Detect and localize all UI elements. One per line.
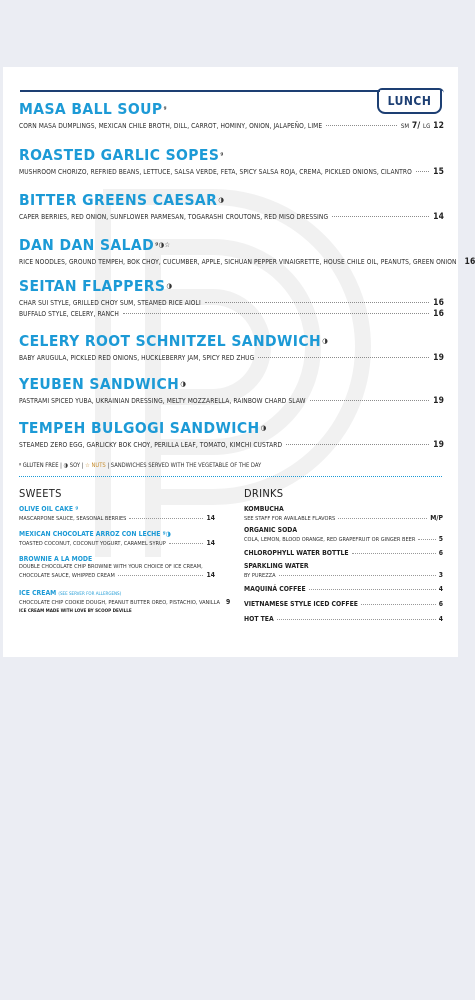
- drinks-item-price: 6: [438, 600, 443, 608]
- sweets-item-title: [19, 530, 215, 538]
- item-description: CAPER BERRIES, RED ONION, SUNFLOWER PARMESAN, TOGARASHI CROUTONS, RED MISO DRESSING: [19, 213, 329, 221]
- drinks-item-title: MAQUINÁ COFFEE: [244, 585, 306, 593]
- item-title-text: BITTER GREENS CAESAR: [19, 191, 218, 209]
- item-price: 16: [433, 309, 444, 319]
- drinks-item-row: [244, 600, 443, 608]
- item-desc-row: [19, 298, 444, 308]
- drinks-heading: DRINKS: [244, 487, 284, 500]
- header-rule: [20, 90, 380, 92]
- item-title-text: TEMPEH BULGOGI SANDWICH: [19, 419, 260, 437]
- legend-nuts: ☆ NUTS: [85, 463, 106, 469]
- drinks-item-title: VIETNAMESE STYLE ICED COFFEE: [244, 600, 358, 608]
- sweets-item-desc: TOASTED COCONUT, COCONUT YOGURT, CARAMEL SYRUP: [19, 541, 166, 547]
- dietary-icons: ᵍ◑☆: [155, 241, 171, 249]
- price-large: 12: [433, 121, 444, 131]
- size-label: LG: [423, 123, 431, 130]
- leader-dots: [326, 125, 397, 126]
- drinks-item-row: [244, 571, 443, 579]
- sweets-item-desc: CHOCOLATE CHIP COOKIE DOUGH, PEANUT BUTTER OREO, PISTACHIO, VANILLA: [19, 600, 220, 606]
- item-price: 15: [433, 167, 444, 177]
- menu-item: [19, 277, 444, 319]
- item-title-text: SEITAN FLAPPERS: [19, 277, 166, 295]
- soy-icon: ◑: [180, 380, 187, 388]
- sweets-item: [19, 505, 215, 522]
- item-description: STEAMED ZERO EGG, GARLICKY BOK CHOY, PERILLA LEAF, TOMATO, KIMCHI CUSTARD: [19, 441, 283, 449]
- leader-dots: [332, 216, 429, 217]
- drinks-item-row: [244, 535, 443, 543]
- item-description: CORN MASA DUMPLINGS, MEXICAN CHILE BROTH, DILL, CARROT, HOMINY, ONION, JALAPEÑO, LIME: [19, 122, 323, 130]
- drinks-item-row: [244, 615, 443, 623]
- leader-dots: [352, 553, 436, 554]
- gluten-free-icon: ᵍ: [75, 505, 79, 513]
- gluten-free-icon: ᵍ: [220, 151, 224, 159]
- sweets-item-title: [19, 505, 215, 513]
- sweets-item-title-text: ICE CREAM: [19, 589, 57, 597]
- item-title: [19, 146, 444, 164]
- leader-dots: [416, 171, 429, 172]
- drinks-item: [244, 562, 443, 579]
- sweets-item-row: [19, 598, 231, 606]
- drinks-item-price: 6: [438, 549, 443, 557]
- legend-soy: ◑ SOY: [63, 463, 81, 469]
- item-price: 16: [464, 257, 475, 267]
- item-title: [19, 191, 444, 209]
- drinks-item-desc: BY PUREZZA: [244, 573, 276, 579]
- leader-dots: [258, 357, 429, 358]
- leader-dots: [169, 543, 204, 544]
- sweets-item-price: 14: [206, 514, 215, 522]
- item-price: 16: [433, 298, 444, 308]
- item-price: 19: [433, 440, 444, 450]
- sweets-item-row: [19, 539, 215, 547]
- drinks-item: [244, 599, 443, 608]
- drinks-item-desc: SEE STAFF FOR AVAILABLE FLAVORS: [244, 516, 336, 522]
- item-desc-row: [19, 212, 444, 222]
- leader-dots: [277, 619, 436, 620]
- sweets-item-title: [19, 589, 215, 597]
- item-description: BUFFALO STYLE, CELERY, RANCH: [19, 310, 119, 318]
- item-title-text: CELERY ROOT SCHNITZEL SANDWICH: [19, 332, 322, 350]
- leader-dots: [309, 589, 436, 590]
- item-desc-row: [19, 121, 444, 131]
- item-description: CHAR SUI STYLE, GRILLED CHOY SUM, STEAMED RICE AIOLI: [19, 299, 201, 307]
- dietary-legend: ᵍ GLUTEN FREE | ◑ SOY | ☆ NUTS | SANDWICHES SERVED WITH THE VEGETABLE OF THE DAY: [19, 463, 262, 469]
- leader-dots: [361, 604, 436, 605]
- sweets-item-row: [19, 514, 215, 522]
- sweets-item: [19, 530, 215, 547]
- sweets-item-desc: MASCARPONE SAUCE, SEASONAL BERRIES: [19, 516, 127, 522]
- soy-icon: ◑: [218, 196, 225, 204]
- drinks-item-price: M/P: [430, 514, 443, 522]
- drinks-item: [244, 526, 443, 543]
- leader-dots: [205, 302, 429, 303]
- item-price: 19: [433, 396, 444, 406]
- drinks-item-title: SPARKLING WATER: [244, 562, 309, 570]
- section-divider: [19, 476, 442, 477]
- dietary-icons: ᵍ◑: [162, 530, 171, 538]
- item-desc-row: [19, 309, 444, 319]
- item-price: 14: [433, 212, 444, 222]
- soy-icon: ◑: [260, 424, 267, 432]
- drinks-item-price: 4: [438, 615, 443, 623]
- drinks-item-row: [244, 514, 443, 522]
- drinks-item-price: 3: [438, 571, 443, 579]
- sweets-item-desc: CHOCOLATE SAUCE, WHIPPED CREAM: [19, 573, 115, 579]
- drinks-item-title: CHLOROPHYLL WATER BOTTLE: [244, 549, 349, 557]
- sweets-item-desc: DOUBLE CHOCOLATE CHIP BROWNIE WITH YOUR CHOICE OF ICE CREAM,: [19, 564, 203, 570]
- menu-item: [19, 419, 444, 450]
- menu-item: [19, 332, 444, 363]
- item-price: 19: [433, 353, 444, 363]
- item-title: [19, 419, 444, 437]
- sweets-item-title: BROWNIE A LA MODE: [19, 555, 93, 563]
- gluten-free-icon: ᵍ: [163, 105, 167, 113]
- item-desc-row: [19, 167, 444, 177]
- item-title: [19, 236, 444, 254]
- leader-dots: [418, 539, 435, 540]
- leader-dots: [279, 575, 436, 576]
- drinks-item-desc: COLA, LEMON, BLOOD ORANGE, RED GRAPEFRUIT OR GINGER BEER: [244, 537, 416, 543]
- price-small: 7: [411, 121, 418, 131]
- item-desc-row: [19, 353, 444, 363]
- drinks-item-title: HOT TEA: [244, 615, 274, 623]
- item-desc-row: [19, 440, 444, 450]
- sweets-item-title-text: OLIVE OIL CAKE: [19, 505, 74, 513]
- sweets-item-price: 14: [206, 571, 215, 579]
- drinks-item-price: 4: [438, 585, 443, 593]
- drinks-item-title: ORGANIC SODA: [244, 526, 298, 534]
- sweets-item: [19, 589, 231, 606]
- menu-item: [19, 375, 444, 406]
- drinks-item: [244, 505, 443, 522]
- leader-dots: [123, 313, 429, 314]
- lunch-tag: LUNCH: [377, 90, 442, 114]
- allergen-note: (SEE SERVER FOR ALLERGENS): [58, 592, 122, 597]
- sweets-item-row: [19, 571, 215, 579]
- menu-sheet: [3, 67, 475, 657]
- item-title-text: DAN DAN SALAD: [19, 236, 155, 254]
- item-title-text: ROASTED GARLIC SOPES: [19, 146, 220, 164]
- leader-dots: [338, 518, 427, 519]
- soy-icon: ◑: [166, 282, 173, 290]
- item-title: [19, 277, 444, 295]
- item-description: PASTRAMI SPICED YUBA, UKRAINIAN DRESSING, MELTY MOZZARELLA, RAINBOW CHARD SLAW: [19, 397, 306, 405]
- drinks-item: [244, 614, 443, 623]
- leader-dots: [118, 575, 204, 576]
- item-title: [19, 332, 444, 350]
- item-description: BABY ARUGULA, PICKLED RED ONIONS, HUCKLEBERRY JAM, SPICY RED ZHUG: [19, 354, 255, 362]
- drinks-item-row: [244, 549, 443, 557]
- menu-item: [19, 146, 444, 177]
- item-description: RICE NOODLES, GROUND TEMPEH, BOK CHOY, CUCUMBER, APPLE, SICHUAN PEPPER VINAIGRETTE, HOUSE CHILE OIL, PEANUTS, GREEN ONION: [19, 258, 457, 266]
- ice-cream-footnote: ICE CREAM MADE WITH LOVE BY SCOOP DEVILLE: [19, 609, 132, 614]
- item-title-text: MASA BALL SOUP: [19, 100, 163, 118]
- size-label: SM: [400, 123, 410, 130]
- leader-dots: [286, 444, 429, 445]
- leader-dots: [129, 518, 203, 519]
- sweets-heading: SWEETS: [19, 487, 62, 500]
- sweets-item-price: 14: [206, 539, 215, 547]
- menu-item: [19, 191, 444, 222]
- drinks-item-row: [244, 585, 443, 593]
- drinks-item: [244, 548, 443, 557]
- sweets-item-row: [19, 564, 215, 570]
- sweets-item: [19, 555, 215, 579]
- menu-item: [19, 100, 444, 131]
- item-description: MUSHROOM CHORIZO, REFRIED BEANS, LETTUCE, SALSA VERDE, FETA, SPICY SALSA ROJA, CREMA, PICKLED ONIONS, CILANTRO: [19, 168, 412, 176]
- leader-dots: [310, 400, 430, 401]
- drinks-item: [244, 584, 443, 593]
- legend-note: SANDWICHES SERVED WITH THE VEGETABLE OF THE DAY: [110, 463, 262, 469]
- item-desc-row: [19, 396, 444, 406]
- item-title: [19, 375, 444, 393]
- item-price: SM 7/ LG 12: [400, 121, 444, 131]
- drinks-item-title: KOMBUCHA: [244, 505, 284, 513]
- drinks-item-price: 5: [438, 535, 443, 543]
- soy-icon: ◑: [322, 337, 328, 345]
- item-title-text: YEUBEN SANDWICH: [19, 375, 180, 393]
- legend-gluten-free: ᵍ GLUTEN FREE: [19, 463, 59, 469]
- sweets-item-price: 9: [225, 598, 231, 606]
- item-title: [19, 100, 444, 118]
- sweets-item-title-text: MEXICAN CHOCOLATE ARROZ CON LECHE: [19, 530, 161, 538]
- item-desc-row: [19, 257, 475, 267]
- menu-item: [19, 236, 475, 267]
